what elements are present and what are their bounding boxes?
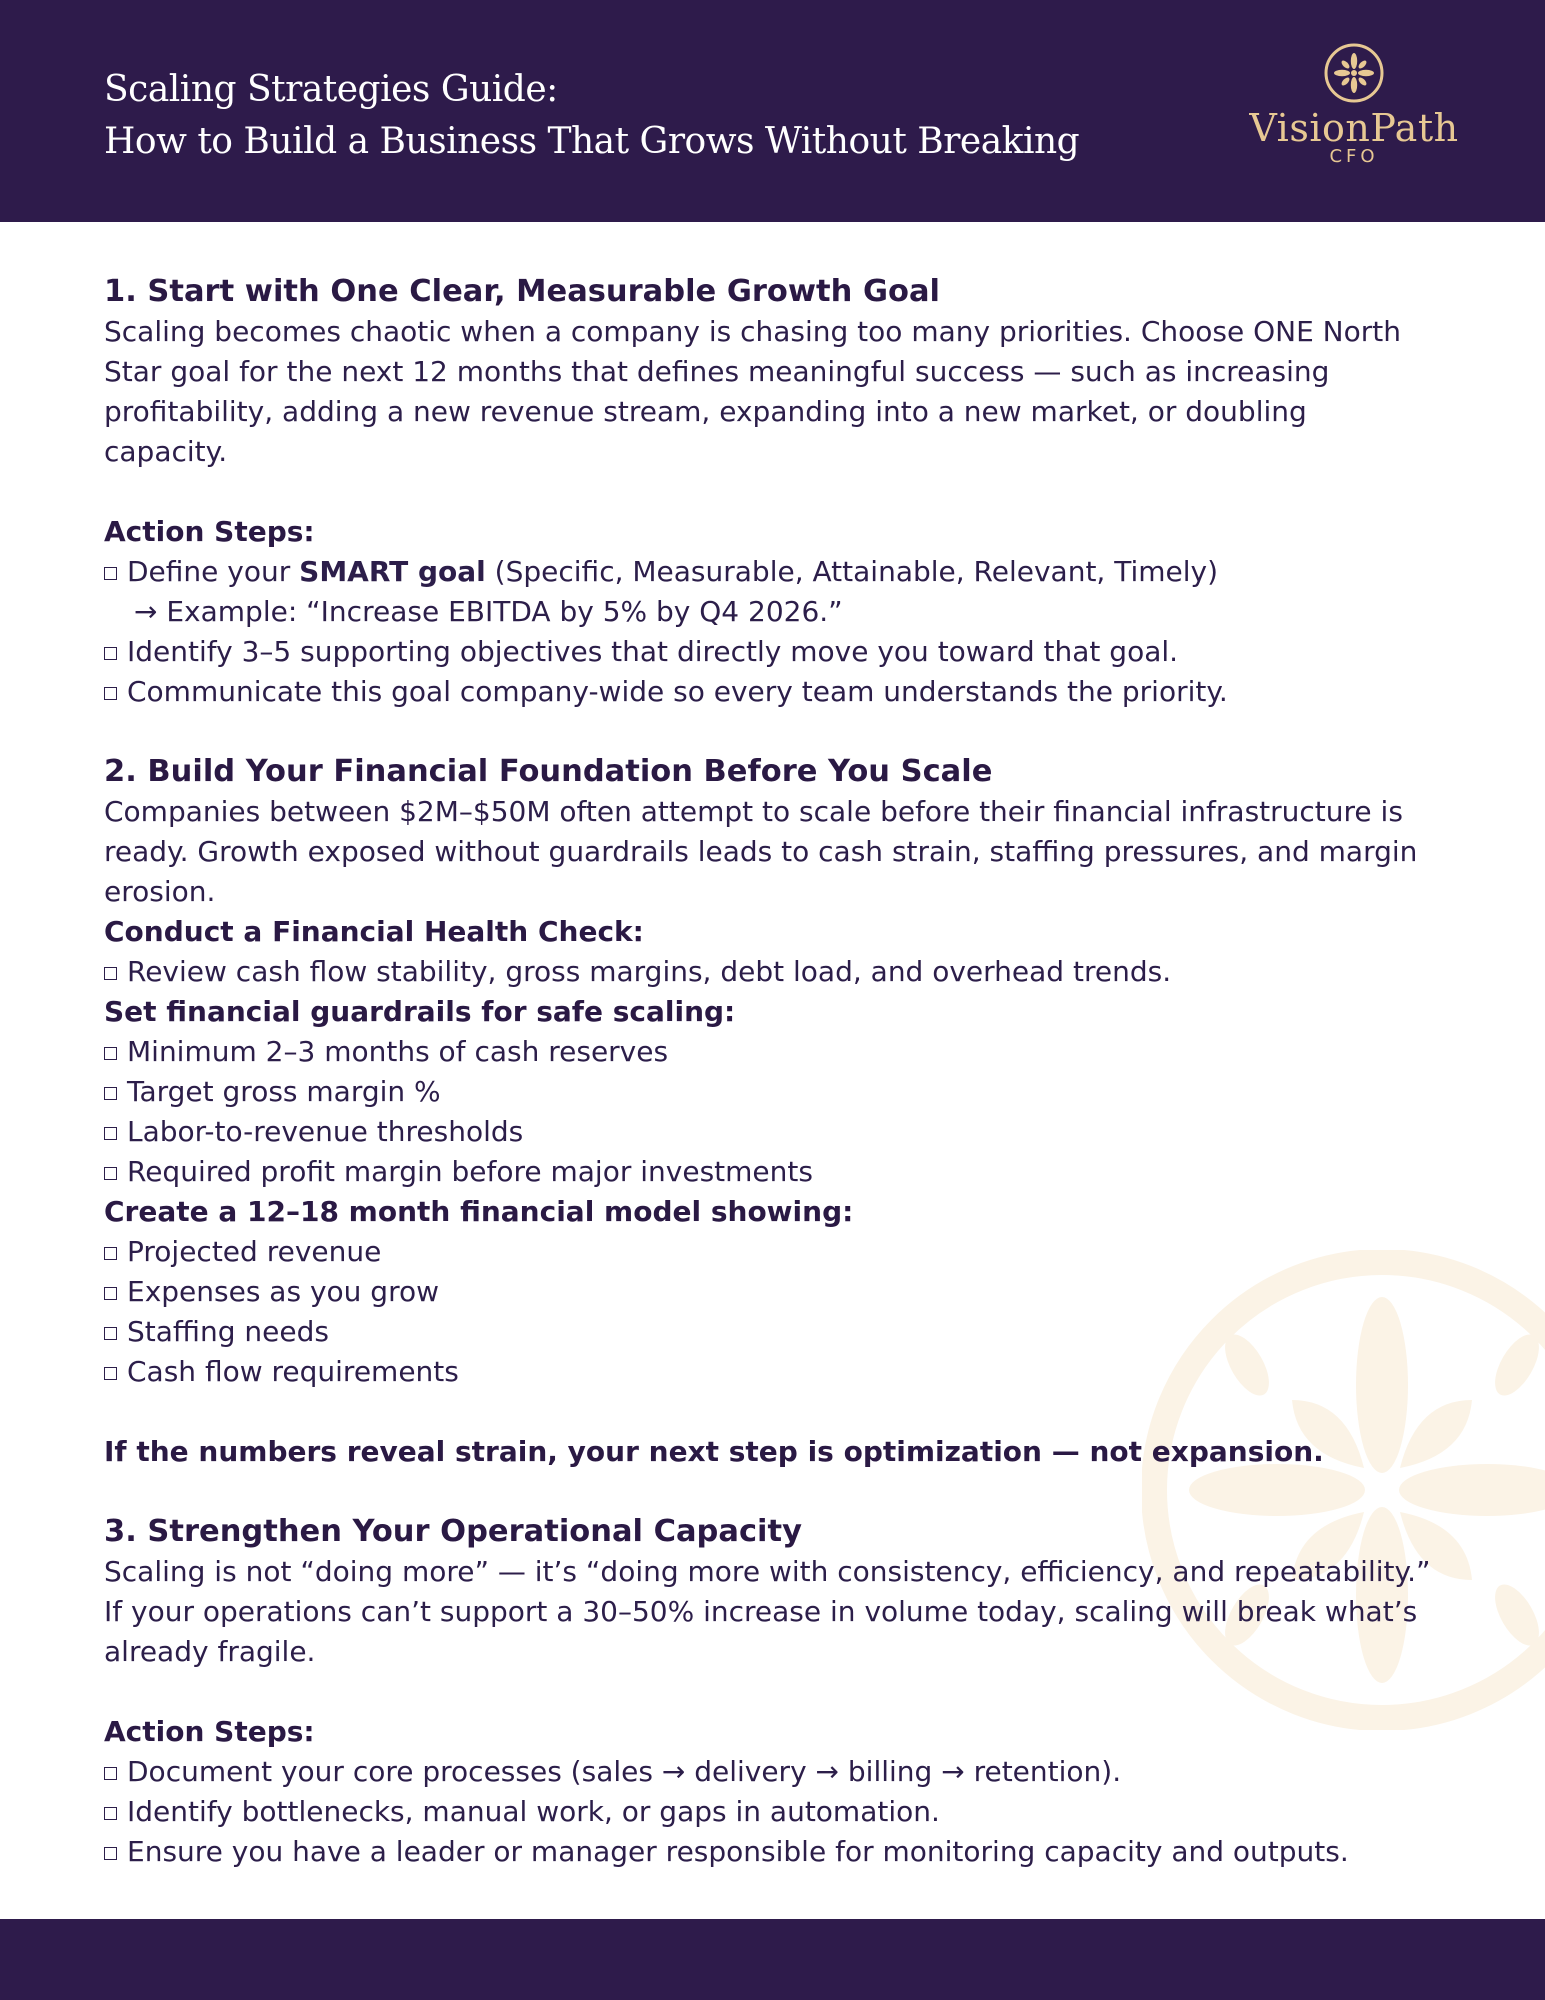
checklist-item (104, 1832, 1444, 1872)
compass-flower-icon (1323, 42, 1385, 104)
checklist-item-text: Required profit margin before major investments (127, 1155, 813, 1188)
title-line-2: How to Build a Business That Grows Without Breaking (104, 121, 1080, 162)
checklist-item (104, 1312, 1444, 1352)
checklist-item-text: Expenses as you grow (127, 1275, 440, 1308)
checklist-item (104, 1752, 1444, 1792)
checkbox-icon (104, 1807, 117, 1820)
checklist-item (104, 1352, 1444, 1392)
checklist-item-text: Minimum 2–3 months of cash reserves (127, 1035, 669, 1068)
checkbox-icon (104, 1767, 117, 1780)
optimization-callout: If the numbers reveal strain, your next step is optimization — not expansion. (104, 1435, 1324, 1468)
checklist-item (104, 1152, 1444, 1192)
checklist-item (104, 1032, 1444, 1072)
logo-name: VisionPath (1249, 106, 1459, 150)
section-1-paragraph-line: Scaling becomes chaotic when a company is chasing too many priorities. Choose ONE North (104, 315, 1401, 348)
section-2-paragraph-line: ready. Growth exposed without guardrails leads to cash strain, staffing pressures, and margin (104, 835, 1418, 868)
section-3-paragraph-line: Scaling is not “doing more” — it’s “doing more with consistency, efficiency, and repeatability.” (104, 1555, 1431, 1588)
checklist-item (104, 1272, 1444, 1312)
checklist-item (104, 1232, 1444, 1272)
checklist-item-text: Target gross margin % (127, 1075, 441, 1108)
checkbox-icon (104, 1287, 117, 1300)
financial-model-label: Create a 12–18 month financial model showing: (104, 1195, 854, 1228)
title-line-1: Scaling Strategies Guide: (104, 69, 558, 110)
checkbox-icon (104, 1247, 117, 1260)
checkbox-icon (104, 647, 117, 660)
checkbox-icon (104, 1127, 117, 1140)
checklist-item-text: Communicate this goal company-wide so every team understands the priority. (127, 675, 1228, 708)
checklist-item (104, 1792, 1444, 1832)
section-3-action-steps-label: Action Steps: (104, 1715, 315, 1748)
checkbox-icon (104, 567, 117, 580)
checklist-item-text: Identify bottlenecks, manual work, or gaps in automation. (127, 1795, 940, 1828)
section-3-heading: 3. Strengthen Your Operational Capacity (104, 1514, 802, 1549)
smart-goal-prefix: Define your (127, 555, 300, 588)
section-2-paragraph-line: erosion. (104, 875, 216, 908)
section-1-paragraph-line: Star goal for the next 12 months that defines meaningful success — such as increasing (104, 355, 1330, 388)
section-3-paragraph-line: already fragile. (104, 1635, 316, 1668)
section-2-heading: 2. Build Your Financial Foundation Before You Scale (104, 754, 993, 789)
checklist-item (104, 632, 1444, 672)
smart-goal-suffix: (Specific, Measurable, Attainable, Relevant, Timely) (485, 555, 1219, 588)
checklist-item-text: Review cash flow stability, gross margins, debt load, and overhead trends. (127, 955, 1172, 988)
checklist-item-smart-goal (104, 552, 1444, 592)
document-body (104, 272, 1444, 1872)
checkbox-icon (104, 1847, 117, 1860)
section-1-heading: 1. Start with One Clear, Measurable Growth Goal (104, 274, 940, 309)
smart-goal-example: → Example: “Increase EBITDA by 5% by Q4 2026.” (134, 595, 843, 628)
section-1-paragraph-line: profitability, adding a new revenue stream, expanding into a new market, or doubling (104, 395, 1307, 428)
visionpath-logo (1239, 42, 1469, 166)
checkbox-icon (104, 1047, 117, 1060)
section-1-paragraph-line: capacity. (104, 435, 228, 468)
checkbox-icon (104, 1367, 117, 1380)
smart-goal-bold: SMART goal (299, 555, 486, 588)
checkbox-icon (104, 687, 117, 700)
section-3-paragraph-line: If your operations can’t support a 30–50% increase in volume today, scaling will break what’s (104, 1595, 1418, 1628)
checkbox-icon (104, 967, 117, 980)
checklist-item-text: Labor-to-revenue thresholds (127, 1115, 524, 1148)
checkbox-icon (104, 1327, 117, 1340)
section-1-action-steps-label: Action Steps: (104, 515, 315, 548)
checklist-item-text: Identify 3–5 supporting objectives that directly move you toward that goal. (127, 635, 1179, 668)
checklist-item-text: Staffing needs (127, 1315, 329, 1348)
checklist-item-text: Cash flow requirements (127, 1355, 459, 1388)
checklist-item (104, 1112, 1444, 1152)
checklist-item-text: Document your core processes (sales → delivery → billing → retention). (127, 1755, 1122, 1788)
checkbox-icon (104, 1087, 117, 1100)
checklist-item (104, 1072, 1444, 1112)
checklist-item-text: Projected revenue (127, 1235, 382, 1268)
logo-subtitle: CFO (1329, 146, 1379, 167)
footer-bar (0, 1919, 1545, 2000)
header-bar (0, 0, 1545, 222)
guardrails-label: Set financial guardrails for safe scaling: (104, 995, 736, 1028)
checklist-item (104, 952, 1444, 992)
checkbox-icon (104, 1167, 117, 1180)
section-2-paragraph-line: Companies between $2M–$50M often attempt to scale before their financial infrastructure is (104, 795, 1403, 828)
checklist-item (104, 672, 1444, 712)
checklist-item-text: Ensure you have a leader or manager responsible for monitoring capacity and outputs. (127, 1835, 1349, 1868)
health-check-label: Conduct a Financial Health Check: (104, 915, 644, 948)
document-title (104, 64, 1079, 168)
